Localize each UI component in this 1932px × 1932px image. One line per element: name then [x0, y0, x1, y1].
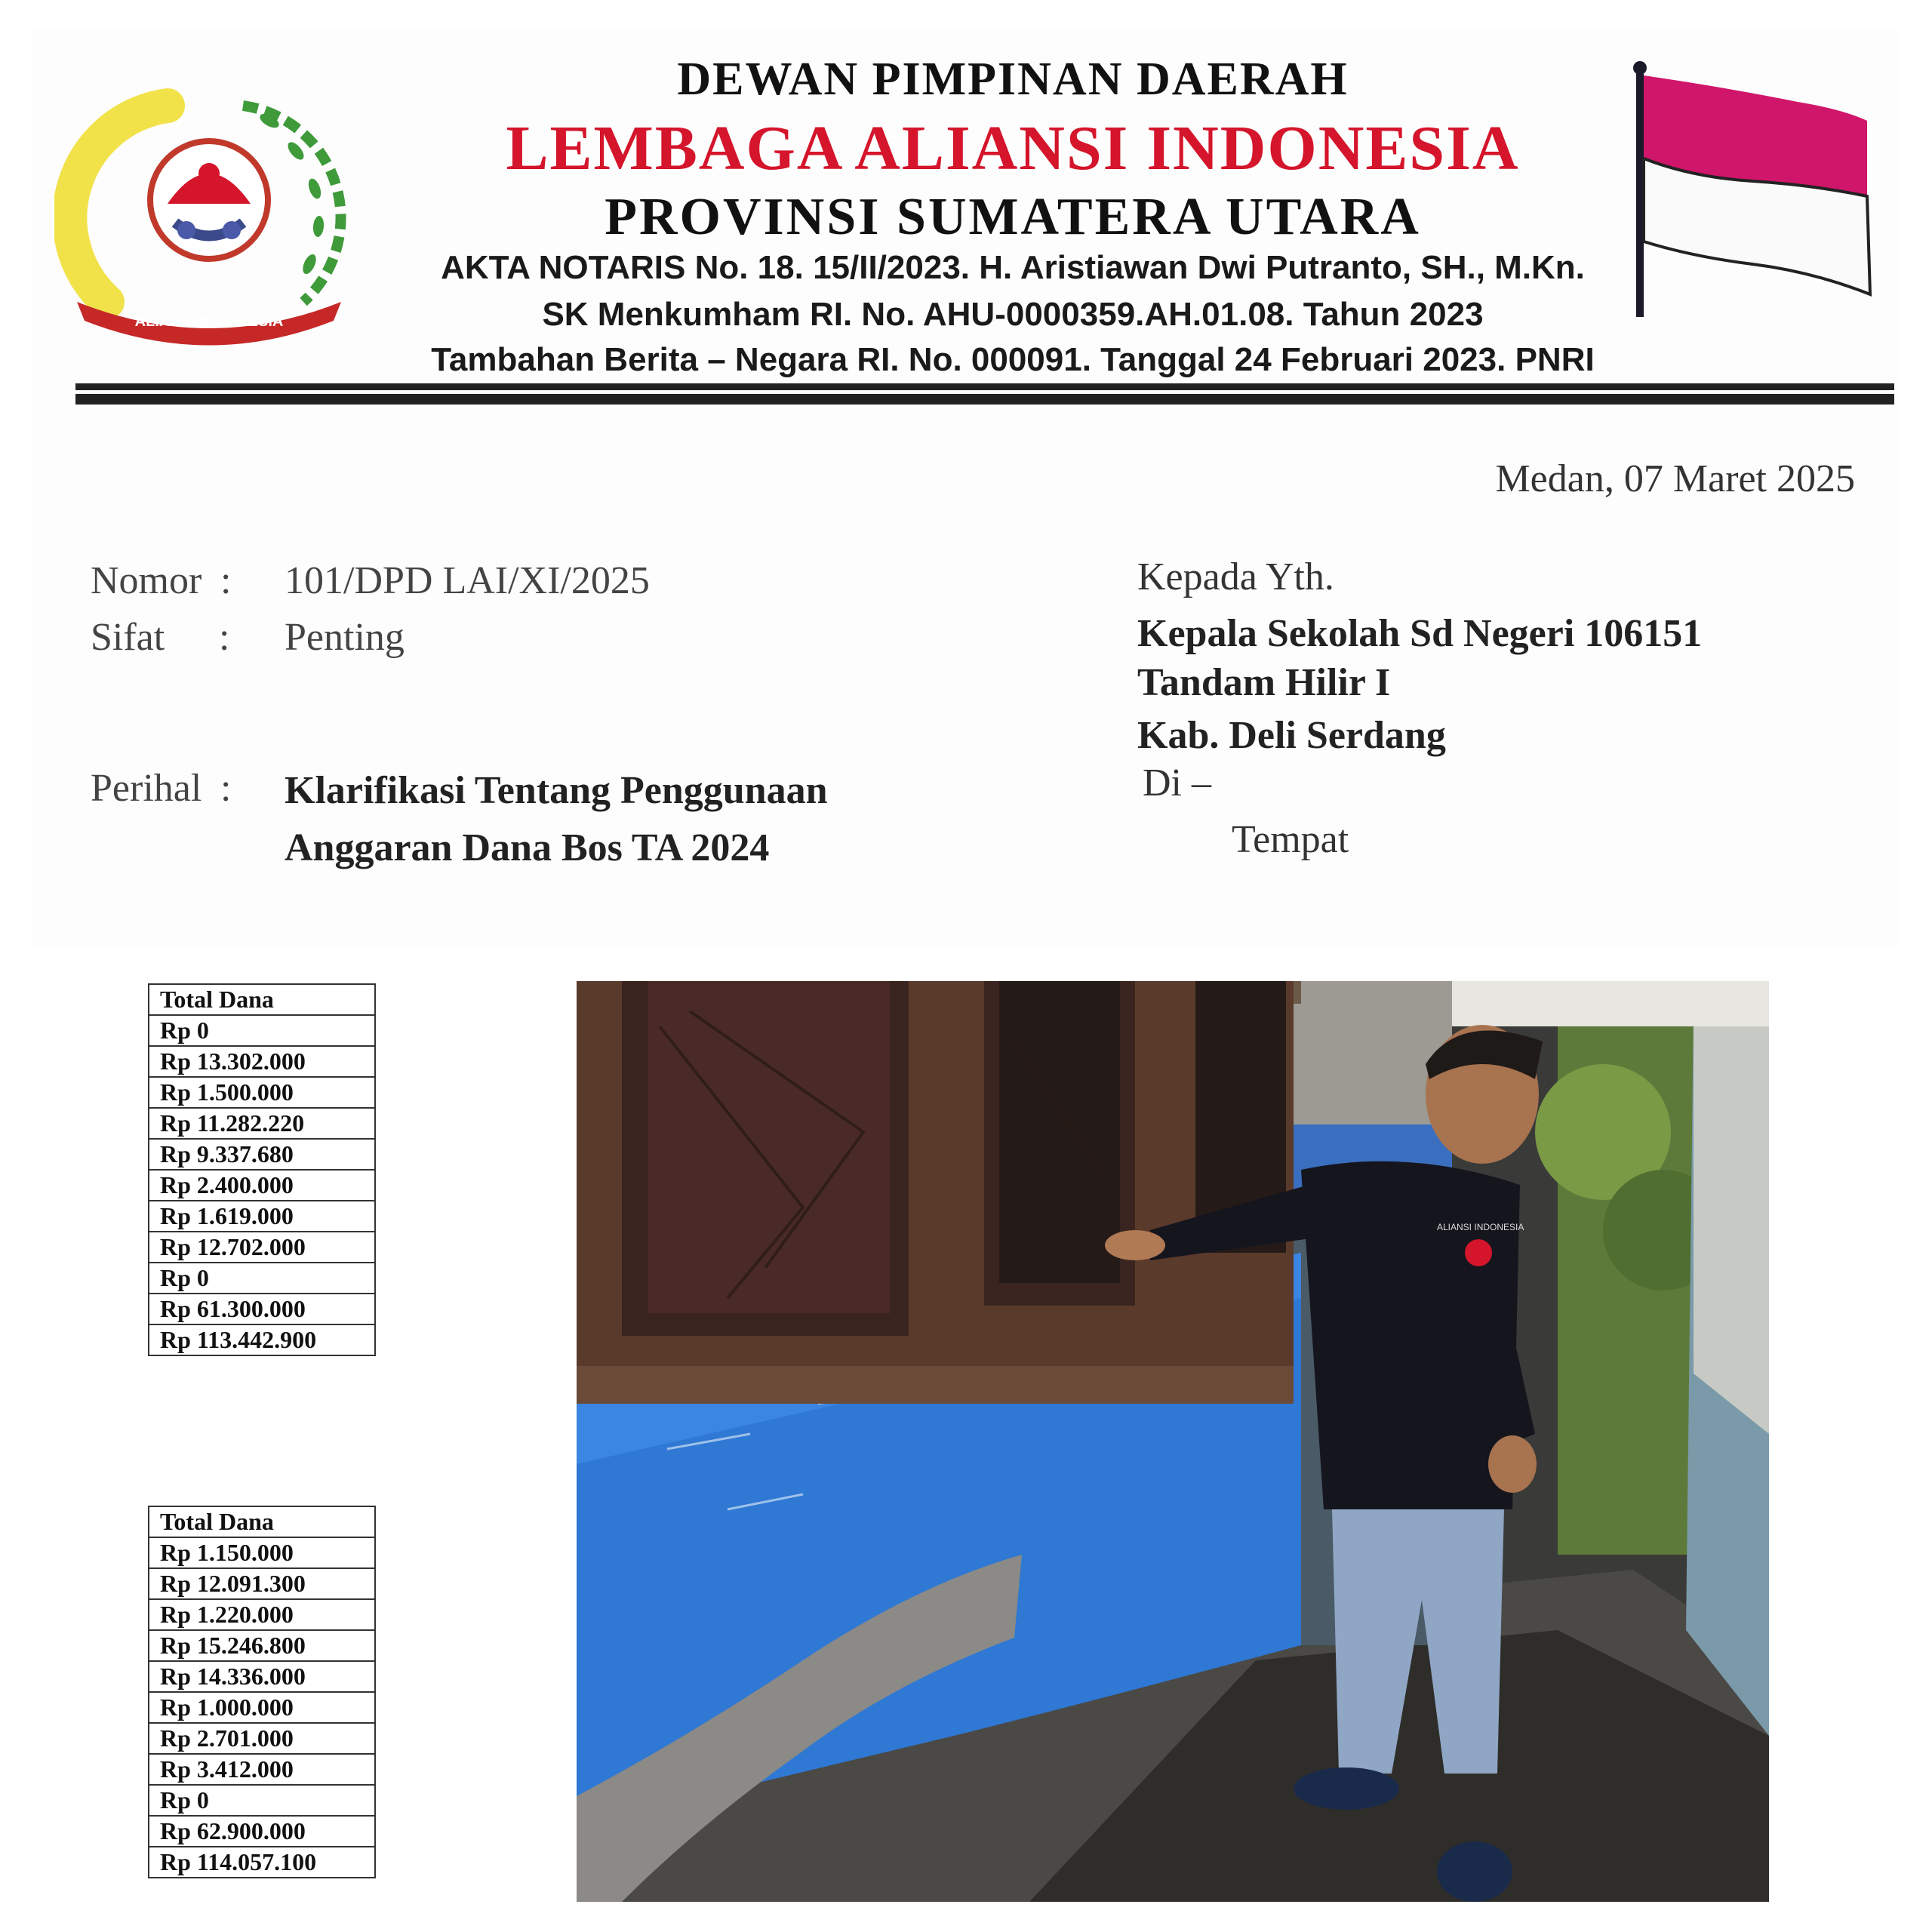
letterhead-organization-name: LEMBAGA ALIANSI INDONESIA: [506, 113, 1520, 183]
letter-date: Medan, 07 Maret 2025: [1495, 457, 1855, 500]
table-row: [149, 1232, 375, 1263]
fund-table-1: [148, 983, 376, 1356]
table-row: [149, 1816, 375, 1847]
table-row: [149, 1324, 375, 1355]
table-row: [149, 1077, 375, 1108]
letterhead-line-1: DEWAN PIMPINAN DAERAH: [677, 54, 1349, 105]
letterhead-rule-thin: [75, 383, 1894, 390]
table-cell: Rp 114.057.100: [149, 1847, 375, 1878]
recipient-line-2: Tandam Hilir I: [1137, 661, 1391, 704]
letterhead-rule-thick: [75, 394, 1894, 405]
table-row: [149, 1599, 375, 1630]
table-cell: Rp 1.220.000: [149, 1599, 375, 1630]
nomor-label: Nomor: [91, 559, 202, 602]
table-row: [149, 1723, 375, 1754]
sifat-label: Sifat: [91, 616, 165, 659]
table-row: [149, 1263, 375, 1294]
sifat-value: Penting: [285, 616, 405, 659]
table-cell: Rp 13.302.000: [149, 1046, 375, 1077]
table-row: [149, 1692, 375, 1723]
table-cell: Rp 12.091.300: [149, 1568, 375, 1599]
nomor-value: 101/DPD LAI/XI/2025: [285, 559, 650, 602]
shirt-text: ALIANSI INDONESIA: [1437, 1222, 1524, 1232]
table-cell: Rp 1.500.000: [149, 1077, 375, 1108]
table-row: [149, 1108, 375, 1139]
table-cell: Rp 61.300.000: [149, 1294, 375, 1324]
sifat-colon: :: [219, 616, 230, 659]
perihal-colon: :: [220, 767, 232, 810]
table-cell: Rp 2.701.000: [149, 1723, 375, 1754]
table-row: [149, 1201, 375, 1232]
letterhead-sk-menkumham: SK Menkumham RI. No. AHU-0000359.AH.01.08. Tahun 2023: [542, 296, 1484, 333]
table-cell: Rp 12.702.000: [149, 1232, 375, 1263]
table-header-cell: Total Dana: [149, 1506, 375, 1537]
table-header-row: [149, 984, 375, 1015]
table-cell: Rp 0: [149, 1785, 375, 1816]
table-row: [149, 1046, 375, 1077]
table-cell: Rp 0: [149, 1263, 375, 1294]
table-row: [149, 1170, 375, 1201]
table-cell: Rp 1.619.000: [149, 1201, 375, 1232]
perihal-line-1: Klarifikasi Tentang Penggunaan: [285, 769, 828, 812]
table-cell: Rp 62.900.000: [149, 1816, 375, 1847]
table-row: [149, 1661, 375, 1692]
table-cell: Rp 0: [149, 1015, 375, 1046]
field-photo: [577, 981, 1769, 1902]
recipient-line-4: Di –: [1143, 761, 1211, 804]
recipient-line-5: Tempat: [1232, 818, 1349, 861]
table-row: [149, 1015, 375, 1046]
letterhead-province: PROVINSI SUMATERA UTARA: [605, 188, 1421, 246]
table-row: [149, 1754, 375, 1785]
table-row: [149, 1537, 375, 1568]
recipient-line-1: Kepala Sekolah Sd Negeri 106151: [1137, 612, 1703, 655]
table-cell: Rp 9.337.680: [149, 1139, 375, 1170]
table-row: [149, 1568, 375, 1599]
nomor-colon: :: [220, 559, 232, 602]
table-row: [149, 1630, 375, 1661]
table-cell: Rp 11.282.220: [149, 1108, 375, 1139]
letterhead-state-gazette: Tambahan Berita – Negara RI. No. 000091. Tanggal 24 Februari 2023. PNRI: [431, 341, 1595, 378]
table-header-cell: Total Dana: [149, 984, 375, 1015]
table-cell: Rp 3.412.000: [149, 1754, 375, 1785]
perihal-label: Perihal: [91, 767, 202, 810]
recipient-greeting: Kepada Yth.: [1137, 555, 1334, 598]
table-row: [149, 1785, 375, 1816]
table-row: [149, 1139, 375, 1170]
logo-ribbon-text: ALIANSI INDONESIA: [134, 313, 284, 330]
table-cell: Rp 1.150.000: [149, 1537, 375, 1568]
perihal-line-2: Anggaran Dana Bos TA 2024: [285, 826, 770, 869]
letter-panel: [32, 30, 1900, 947]
fund-table-2: [148, 1506, 376, 1878]
table-cell: Rp 14.336.000: [149, 1661, 375, 1692]
recipient-line-3: Kab. Deli Serdang: [1137, 714, 1446, 757]
table-header-row: [149, 1506, 375, 1537]
table-cell: Rp 113.442.900: [149, 1324, 375, 1355]
letterhead-notary-deed: AKTA NOTARIS No. 18. 15/II/2023. H. Aristiawan Dwi Putranto, SH., M.Kn.: [441, 249, 1585, 286]
table-cell: Rp 2.400.000: [149, 1170, 375, 1201]
table-row: [149, 1847, 375, 1878]
table-cell: Rp 15.246.800: [149, 1630, 375, 1661]
aliansi-indonesia-logo: [54, 60, 371, 347]
table-row: [149, 1294, 375, 1324]
indonesia-flag-icon: [1586, 45, 1888, 332]
table-cell: Rp 1.000.000: [149, 1692, 375, 1723]
